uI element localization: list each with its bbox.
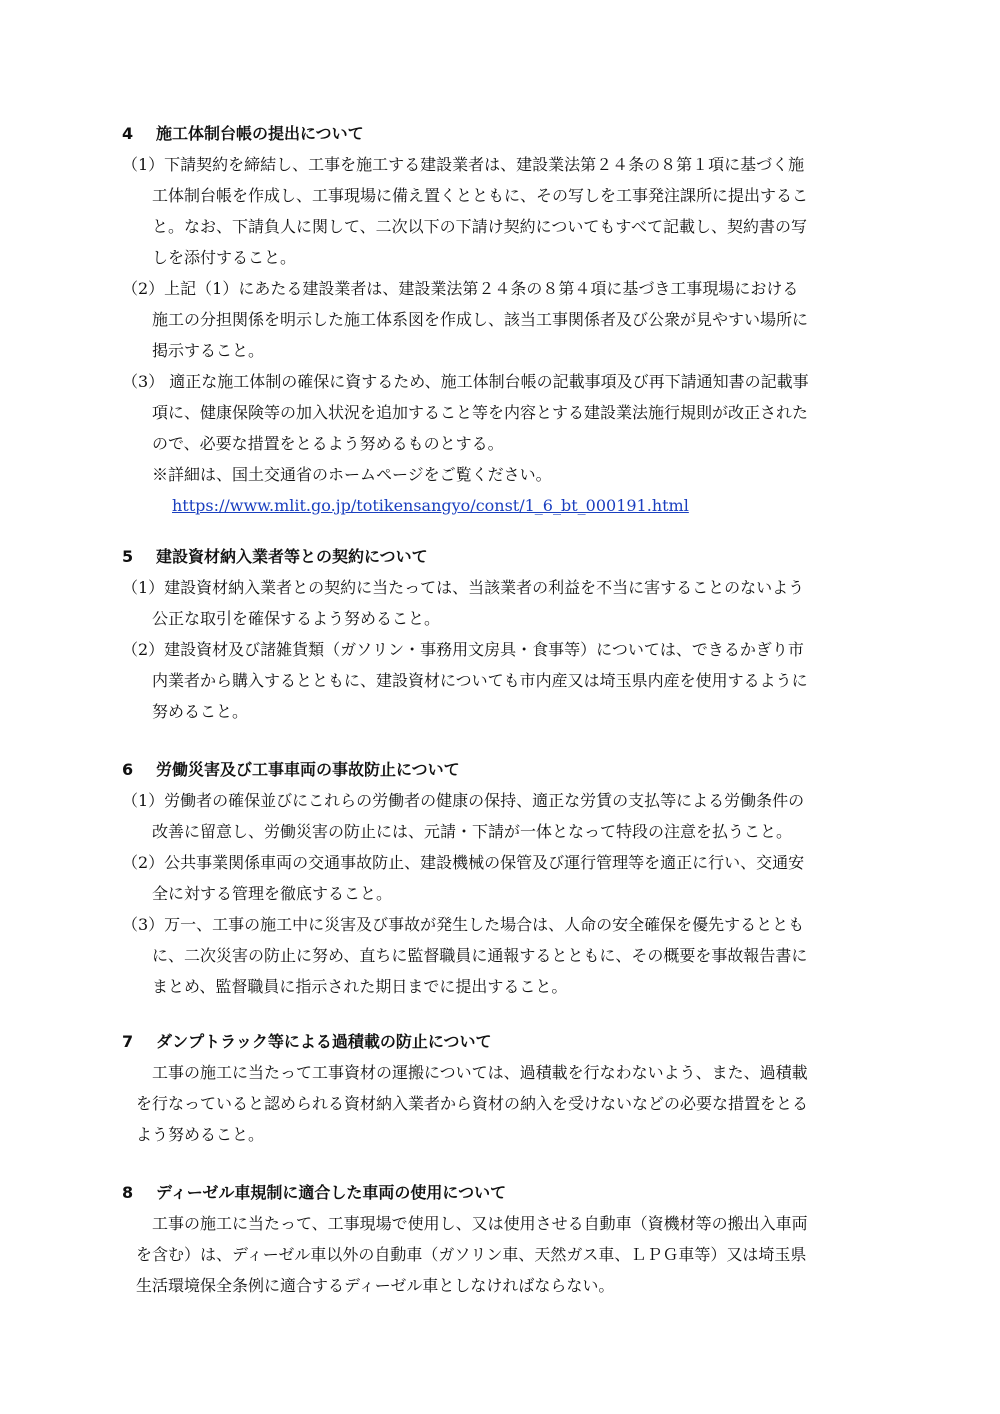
section-number: 4 bbox=[122, 124, 134, 143]
body-line: 工事の施工に当たって、工事現場で使用し、又は使用させる自動車（資機材等の搬出入車両 bbox=[152, 1214, 808, 1233]
item-line: （1）下請契約を締結し、工事を施工する建設業者は、建設業法第２４条の８第１項に基づく施 bbox=[122, 155, 805, 174]
item-line: （2）建設資材及び諸雑貨類（ガソリン・事務用文房具・食事等）については、できるかぎり市 bbox=[122, 640, 804, 659]
body-line: を行なっていると認められる資材納入業者から資材の納入を受けないなどの必要な措置をとる bbox=[136, 1094, 809, 1113]
list-item bbox=[122, 149, 882, 273]
item-line: ので、必要な措置をとるよう努めるものとする。 bbox=[152, 434, 504, 453]
item-line: まとめ、監督職員に指示された期日までに提出すること。 bbox=[152, 977, 568, 996]
list-item bbox=[122, 634, 882, 727]
section-heading bbox=[122, 118, 882, 149]
section-title: 建設資材納入業者等との契約について bbox=[156, 547, 428, 566]
section-body bbox=[122, 1208, 882, 1301]
section-heading bbox=[122, 754, 882, 785]
item-line: 項に、健康保険等の加入状況を追加すること等を内容とする建設業法施行規則が改正された bbox=[152, 403, 809, 422]
item-line: 全に対する管理を徹底すること。 bbox=[152, 884, 393, 903]
section-title: ダンプトラック等による過積載の防止について bbox=[156, 1032, 492, 1051]
item-line: 掲示すること。 bbox=[152, 341, 265, 360]
section-number: 8 bbox=[122, 1183, 134, 1202]
section-number: 7 bbox=[122, 1032, 134, 1051]
item-line: （1）労働者の確保並びにこれらの労働者の健康の保持、適正な労賃の支払等による労働条件の bbox=[122, 791, 805, 810]
reference-note: ※詳細は、国土交通省のホームページをご覧ください。 bbox=[152, 465, 552, 484]
body-line: 工事の施工に当たって工事資材の運搬については、過積載を行なわないよう、また、過積載 bbox=[152, 1063, 808, 1082]
list-item bbox=[122, 847, 882, 909]
section-7 bbox=[122, 1026, 882, 1150]
item-line: しを添付すること。 bbox=[152, 248, 297, 267]
item-line: 工体制台帳を作成し、工事現場に備え置くとともに、その写しを工事発注課所に提出するこ bbox=[152, 186, 809, 205]
section-6 bbox=[122, 754, 882, 1002]
section-number: 6 bbox=[122, 760, 134, 779]
item-line: （2）公共事業関係車両の交通事故防止、建設機械の保管及び運行管理等を適正に行い、交通安 bbox=[122, 853, 805, 872]
list-item bbox=[122, 366, 882, 521]
section-heading bbox=[122, 1026, 882, 1057]
section-4 bbox=[122, 118, 882, 521]
body-line: 生活環境保全条例に適合するディーゼル車としなければならない。 bbox=[136, 1276, 615, 1295]
body-line: よう努めること。 bbox=[136, 1125, 265, 1144]
item-line: と。なお、下請負人に関して、二次以下の下請け契約についてもすべて記載し、契約書の写 bbox=[152, 217, 808, 236]
section-title: 施工体制台帳の提出について bbox=[156, 124, 364, 143]
section-5 bbox=[122, 541, 882, 727]
section-heading bbox=[122, 1177, 882, 1208]
section-title: ディーゼル車規制に適合した車両の使用について bbox=[156, 1183, 507, 1202]
item-line: 改善に留意し、労働災害の防止には、元請・下請が一体となって特段の注意を払うこと。 bbox=[152, 822, 793, 841]
item-line: （3） 適正な施工体制の確保に資するため、施工体制台帳の記載事項及び再下請通知書の記載事 bbox=[122, 372, 809, 391]
item-line: （2）上記（1）にあたる建設業者は、建設業法第２４条の８第４項に基づき工事現場における bbox=[122, 279, 799, 298]
list-item bbox=[122, 909, 882, 1002]
list-item bbox=[122, 785, 882, 847]
list-item bbox=[122, 572, 882, 634]
item-line: に、二次災害の防止に努め、直ちに監督職員に通報するとともに、その概要を事故報告書に bbox=[152, 946, 808, 965]
list-item bbox=[122, 273, 882, 366]
body-line: を含む）は、ディーゼル車以外の自動車（ガソリン車、天然ガス車、ＬＰＧ車等）又は埼玉県 bbox=[136, 1245, 807, 1264]
section-number: 5 bbox=[122, 547, 134, 566]
item-line: 努めること。 bbox=[152, 702, 249, 721]
mlit-url-link[interactable]: https://www.mlit.go.jp/totikensangyo/const/1_6_bt_000191.html bbox=[172, 496, 689, 515]
item-line: 内業者から購入するとともに、建設資材についても市内産又は埼玉県内産を使用するように bbox=[152, 671, 808, 690]
item-line: 公正な取引を確保するよう努めること。 bbox=[152, 609, 441, 628]
section-8 bbox=[122, 1177, 882, 1301]
item-line: 施工の分担関係を明示した施工体系図を作成し、該当工事関係者及び公衆が見やすい場所に bbox=[152, 310, 809, 329]
item-line: （3）万一、工事の施工中に災害及び事故が発生した場合は、人命の安全確保を優先するととも bbox=[122, 915, 805, 934]
section-body bbox=[122, 1057, 882, 1150]
item-line: （1）建設資材納入業者との契約に当たっては、当該業者の利益を不当に害することのないよう bbox=[122, 578, 805, 597]
section-heading bbox=[122, 541, 882, 572]
section-title: 労働災害及び工事車両の事故防止について bbox=[156, 760, 460, 779]
